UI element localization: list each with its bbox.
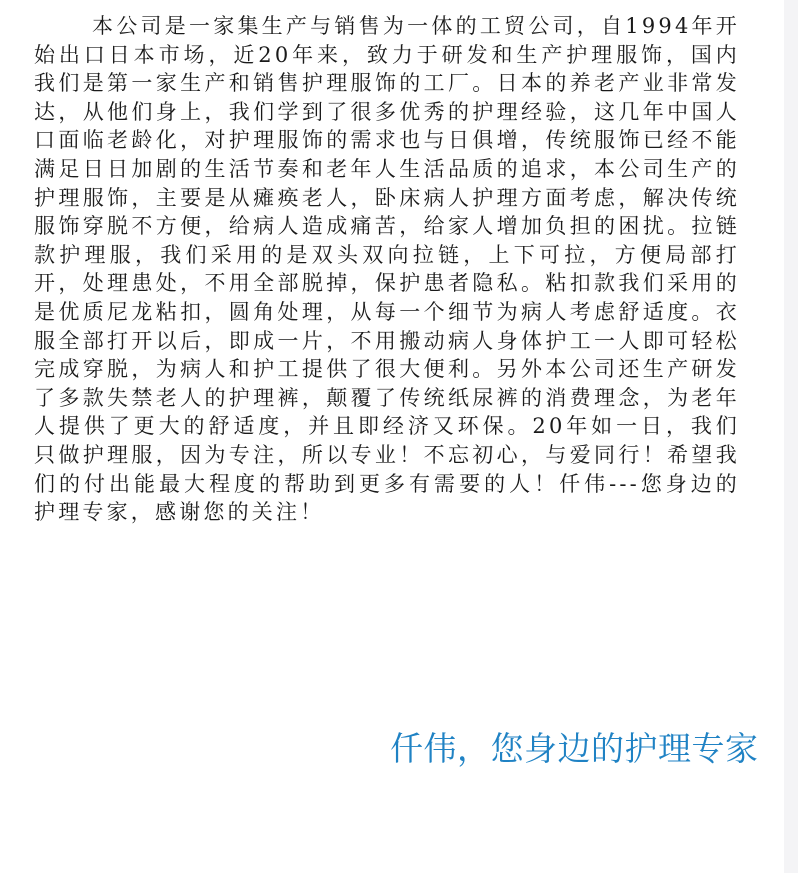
page-edge-strip [784, 0, 798, 873]
company-intro-paragraph: 本公司是一家集生产与销售为一体的工贸公司，自1994年开始出口日本市场，近20年来，致力于研发和生产护理服饰，国内我们是第一家生产和销售护理服饰的工厂。日本的养老产业非常发达，从他们身上，我们学到了很多优秀的护理经验，这几年中国人口面临老龄化，对护理服饰的需求也与日俱增，传统服饰已经不能满足日日加剧的生活节奏和老年人生活品质的追求，本公司生产的护理服饰，主要是从瘫痪老人，卧床病人护理方面考虑，解决传统服饰穿脱不方便，给病人造成痛苦，给家人增加负担的困扰。拉链款护理服，我们采用的是双头双向拉链，上下可拉，方便局部打开，处理患处，不用全部脱掉，保护患者隐私。粘扣款我们采用的是优质尼龙粘扣，圆角处理，从每一个细节为病人考虑舒适度。衣服全部打开以后，即成一片，不用搬动病人身体护工一人即可轻松完成穿脱，为病人和护工提供了很大便利。另外本公司还生产研发了多款失禁老人的护理裤，颠覆了传统纸尿裤的消费理念，为老年人提供了更大的舒适度，并且即经济又环保。20年如一日，我们只做护理服，因为专注，所以专业！不忘初心，与爱同行！希望我们的付出能最大程度的帮助到更多有需要的人！仟伟---您身边的护理专家，感谢您的关注！ [34, 14, 740, 525]
brand-slogan: 仟伟，您身边的护理专家 [390, 729, 759, 768]
